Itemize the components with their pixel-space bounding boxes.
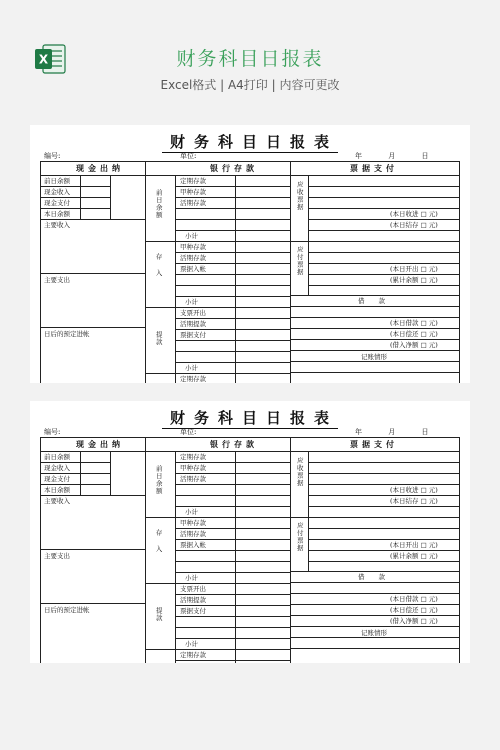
- main-expense-label: 主要支出: [44, 276, 70, 284]
- bank-item: 活期提款: [180, 596, 206, 604]
- loan-line: (本日借款 □ 元): [390, 595, 438, 603]
- withdraw-label: 提款: [154, 331, 163, 346]
- payable-label: 应付票据: [295, 246, 304, 276]
- date-label: 年 月 日: [355, 152, 429, 160]
- bank-item: 票据支付: [180, 331, 206, 339]
- withdraw-label: 提款: [154, 607, 163, 622]
- payable-label: 应付票据: [295, 522, 304, 552]
- cash-row-label: 现金支付: [44, 475, 70, 483]
- bank-item: 甲种存款: [180, 519, 206, 527]
- main-income-label: 主要收入: [44, 221, 70, 229]
- subtotal-label: 小计: [185, 298, 198, 306]
- date-label: 年 月 日: [355, 428, 429, 436]
- bank-item: 甲种存款: [180, 188, 206, 196]
- loan-line: (本日偿还 □ 元): [390, 330, 438, 338]
- forecast-label: 日后的预定进帐: [44, 606, 90, 614]
- page-header: [0, 0, 500, 118]
- deposit-label: 存入: [154, 529, 163, 562]
- bank-item: 定期存款: [180, 177, 206, 185]
- record-header: 记账情形: [361, 353, 387, 361]
- number-label: 编号:: [44, 152, 61, 160]
- loan-header: 借款: [358, 573, 399, 581]
- bank-item: 活期存款: [180, 475, 206, 483]
- loan-line: (本日偿还 □ 元): [390, 606, 438, 614]
- receivable-line: (本日收进 □ 元): [390, 210, 438, 218]
- loan-header: 借款: [358, 297, 399, 305]
- payable-line: (本日开出 □ 元): [390, 541, 438, 549]
- loan-line: (借入净额 □ 元): [390, 617, 438, 625]
- bank-item: 支票开出: [180, 585, 206, 593]
- cash-row-label: 现金收入: [44, 464, 70, 472]
- subtotal-label: 小计: [185, 364, 198, 372]
- main-income-label: 主要收入: [44, 497, 70, 505]
- svg-text:X: X: [38, 52, 49, 67]
- bank-item: 票据支付: [180, 607, 206, 615]
- page-subtitle: Excel格式 | A4打印 | 内容可更改: [160, 78, 340, 92]
- deposit-label: 存入: [154, 253, 163, 286]
- report-table: [40, 437, 460, 663]
- cash-row-label: 现金收入: [44, 188, 70, 196]
- page-title: 财务科目日报表: [176, 48, 324, 70]
- bank-item: 活期存款: [180, 199, 206, 207]
- bank-item: 活期存款: [180, 530, 206, 538]
- unit-label: 单位:: [180, 152, 197, 160]
- receivable-line: (本日收进 □ 元): [390, 486, 438, 494]
- cash-row-label: 前日余额: [44, 177, 70, 185]
- receivable-line: (本日结存 □ 元): [390, 221, 438, 229]
- bank-item: 票据入帐: [180, 541, 206, 549]
- bank-item: 支票开出: [180, 309, 206, 317]
- bank-header: 银行存款: [210, 439, 258, 449]
- bank-item: 定期存款: [180, 375, 206, 383]
- main-expense-label: 主要支出: [44, 552, 70, 560]
- bank-item: 活期提款: [180, 320, 206, 328]
- bank-item: 活期存款: [180, 254, 206, 262]
- notes-header: 票据支付: [350, 439, 398, 449]
- bank-item: 甲种存款: [180, 243, 206, 251]
- bank-prev-balance-label: 前日余额: [154, 189, 163, 219]
- receivable-label: 应收票据: [295, 457, 304, 487]
- report-table: [40, 161, 460, 383]
- receivable-line: (本日结存 □ 元): [390, 497, 438, 505]
- bank-item: 定期存款: [180, 453, 206, 461]
- loan-line: (本日借款 □ 元): [390, 319, 438, 327]
- form-sheet-2: [30, 401, 470, 663]
- number-label: 编号:: [44, 428, 61, 436]
- forecast-label: 日后的预定进帐: [44, 330, 90, 338]
- notes-header: 票据支付: [350, 163, 398, 173]
- cash-row-label: 本日余额: [44, 210, 70, 218]
- form-title: 财务科目日报表: [30, 131, 470, 152]
- payable-line: (累计余额 □ 元): [390, 552, 438, 560]
- bank-item: 票据入帐: [180, 265, 206, 273]
- cash-row-label: 现金支付: [44, 199, 70, 207]
- cash-header: 现金出纳: [76, 439, 124, 449]
- cash-row-label: 前日余额: [44, 453, 70, 461]
- bank-item: 甲种存款: [180, 464, 206, 472]
- receivable-label: 应收票据: [295, 181, 304, 211]
- bank-prev-balance-label: 前日余额: [154, 465, 163, 495]
- subtotal-label: 小计: [185, 640, 198, 648]
- payable-line: (本日开出 □ 元): [390, 265, 438, 273]
- record-header: 记账情形: [361, 629, 387, 637]
- subtotal-label: 小计: [185, 232, 198, 240]
- form-sheet-1: [30, 125, 470, 383]
- loan-line: (借入净额 □ 元): [390, 341, 438, 349]
- cash-header: 现金出纳: [76, 163, 124, 173]
- subtotal-label: 小计: [185, 574, 198, 582]
- bank-item: 定期存款: [180, 651, 206, 659]
- unit-label: 单位:: [180, 428, 197, 436]
- bank-header: 银行存款: [210, 163, 258, 173]
- subtotal-label: 小计: [185, 508, 198, 516]
- form-title: 财务科目日报表: [30, 407, 470, 428]
- cash-row-label: 本日余额: [44, 486, 70, 494]
- payable-line: (累计余额 □ 元): [390, 276, 438, 284]
